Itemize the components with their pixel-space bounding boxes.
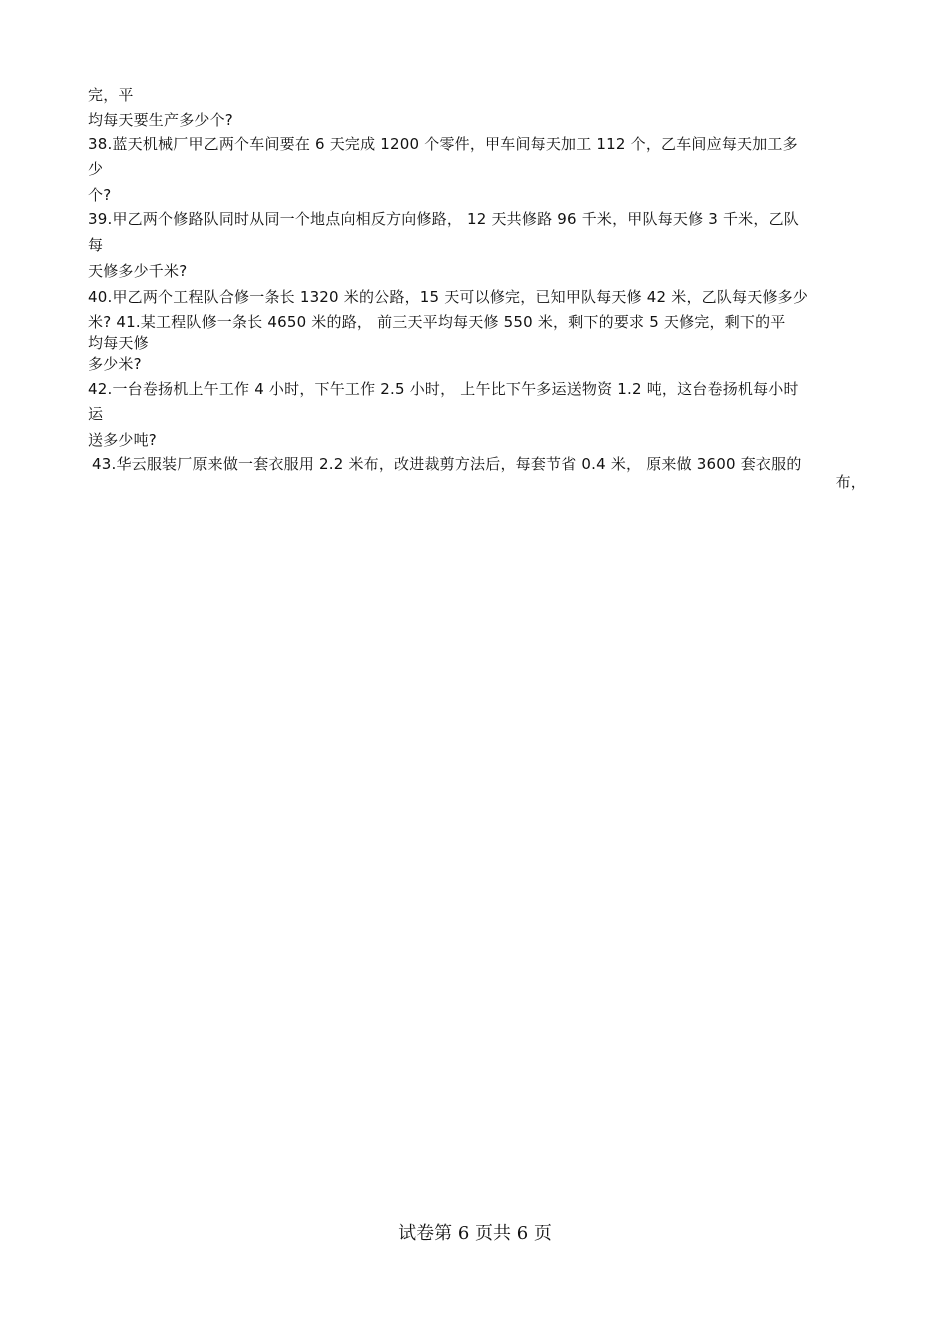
text-line-1: 完，平 xyxy=(88,86,134,104)
question-39-line-3: 天修多少千米? xyxy=(88,262,188,280)
page-footer: 试卷第 6 页共 6 页 xyxy=(398,1223,552,1244)
question-38-line-2: 少 xyxy=(88,160,104,178)
question-41-line-2: 均每天修 xyxy=(88,334,149,352)
question-41-line-3: 多少米? xyxy=(88,355,142,373)
question-38-line-1: 38.蓝天机械厂甲乙两个车间要在 6 天完成 1200 个零件，甲车间每天加工 112 个，乙车间应每天加工多 xyxy=(88,135,798,153)
question-38-line-3: 个? xyxy=(88,186,112,204)
question-43-line-1: 43.华云服装厂原来做一套衣服用 2.2 米布，改进裁剪方法后，每套节省 0.4 米， 原来做 3600 套衣服的 xyxy=(92,455,802,473)
question-40-line-1: 40.甲乙两个工程队合修一条长 1320 米的公路，15 天可以修完，已知甲队每天修 42 米，乙队每天修多少 xyxy=(88,288,809,306)
question-39-line-2: 每 xyxy=(88,236,104,254)
question-42-line-1: 42.一台卷扬机上午工作 4 小时，下午工作 2.5 小时， 上午比下午多运送物资 1.2 吨，这台卷扬机每小时 xyxy=(88,380,799,398)
text-line-2: 均每天要生产多少个? xyxy=(88,111,233,129)
question-40-41-line: 米? 41.某工程队修一条长 4650 米的路， 前三天平均每天修 550 米，剩下的要求 5 天修完，剩下的平 xyxy=(88,313,786,331)
question-39-line-1: 39.甲乙两个修路队同时从同一个地点向相反方向修路， 12 天共修路 96 千米，甲队每天修 3 千米，乙队 xyxy=(88,210,799,228)
question-42-line-2: 运 xyxy=(88,405,104,423)
question-42-line-3: 送多少吨? xyxy=(88,431,157,449)
question-43-line-2: 布， xyxy=(835,473,866,491)
